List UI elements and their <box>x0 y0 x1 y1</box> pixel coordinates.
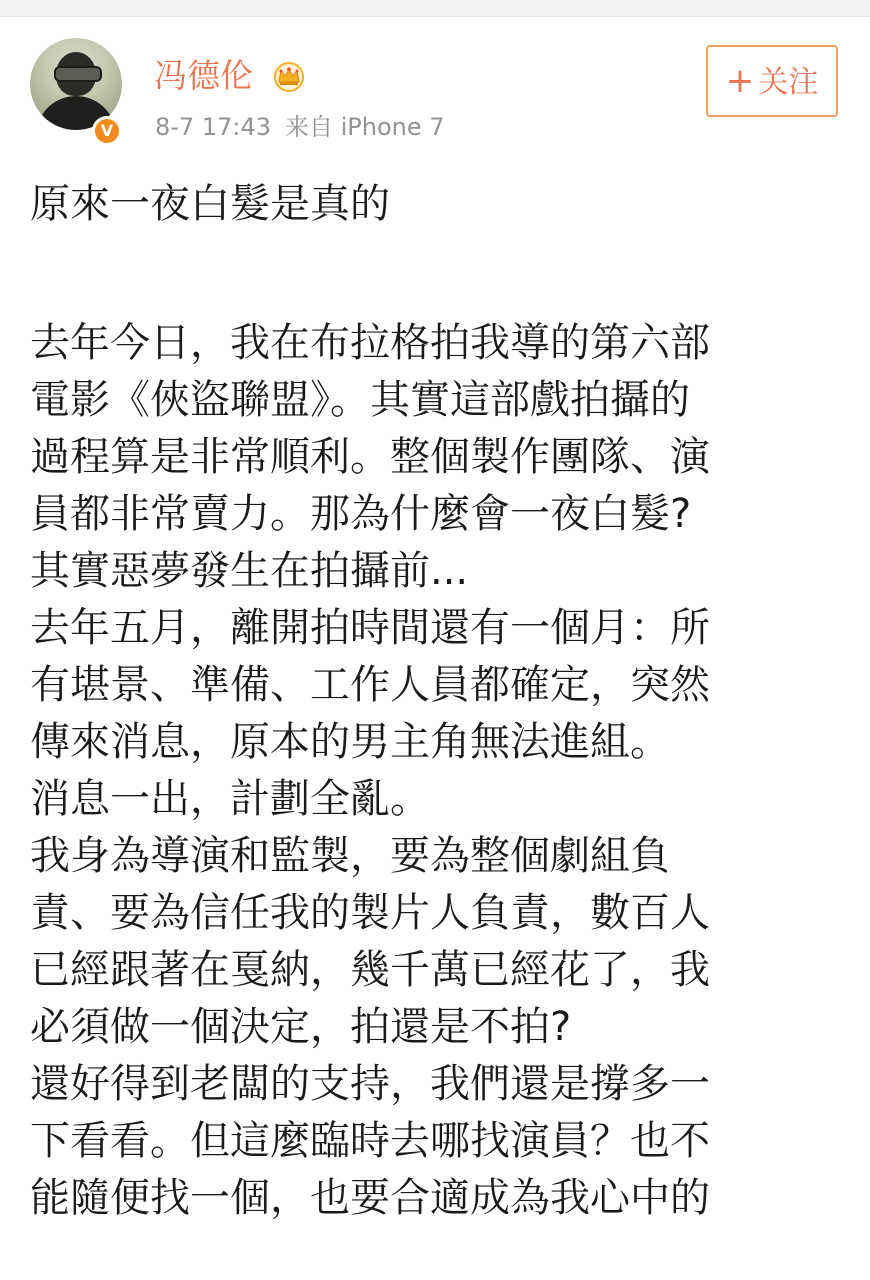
top-strip <box>0 0 870 17</box>
avatar-goggles <box>54 66 102 82</box>
post-line: 能隨便找一個，也要合適成為我心中的 <box>30 1175 710 1221</box>
post-line: 還好得到老闆的支持，我們還是撐多一 <box>30 1061 710 1107</box>
post-line: 我身為導演和監製，要為整個劇組負 <box>30 833 670 879</box>
post-line: 去年五月，離開拍時間還有一個月：所 <box>30 605 710 651</box>
post-line: 傳來消息，原本的男主角無法進組。 <box>30 719 670 765</box>
verified-badge-icon: V <box>92 116 122 146</box>
post-line: 必須做一個決定，拍還是不拍? <box>30 1004 572 1050</box>
post-line: 過程算是非常順利。整個製作團隊、演 <box>30 434 710 480</box>
post-line: 去年今日，我在布拉格拍我導的第六部 <box>30 320 710 366</box>
post-source[interactable]: 来自 iPhone 7 <box>285 113 445 141</box>
post-body <box>30 176 842 1227</box>
post-line: 原來一夜白髮是真的 <box>30 181 390 227</box>
post-meta <box>155 112 445 142</box>
post-line: 消息一出，計劃全亂。 <box>30 776 430 822</box>
author-name[interactable]: 冯德伦 <box>154 56 253 95</box>
plus-icon: + <box>725 61 755 101</box>
post-line: 下看看。但這麼臨時去哪找演員？也不 <box>30 1118 710 1164</box>
post-line: 其實惡夢發生在拍攝前... <box>30 548 469 594</box>
follow-label: 关注 <box>758 65 819 100</box>
post-line: 責、要為信任我的製片人負責，數百人 <box>30 890 710 936</box>
post-line: 已經跟著在戛納，幾千萬已經花了，我 <box>30 947 710 993</box>
follow-button[interactable] <box>706 45 838 117</box>
post-line: 電影《俠盜聯盟》。其實這部戲拍攝的 <box>30 377 690 423</box>
post-line <box>30 250 842 315</box>
post-line: 員都非常賣力。那為什麼會一夜白髮? <box>30 491 692 537</box>
post-line: 有堪景、準備、工作人員都確定，突然 <box>30 662 710 708</box>
crown-icon <box>272 62 306 92</box>
post-time: 8-7 17:43 <box>155 113 271 141</box>
